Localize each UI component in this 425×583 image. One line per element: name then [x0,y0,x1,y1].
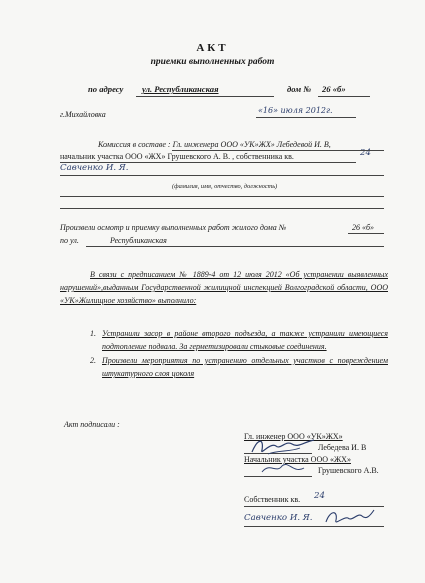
owner-signature-name: Савченко И. Я. [244,513,313,523]
blank-line-1 [60,196,384,197]
work-item-2 [90,354,388,380]
signer-1-name: Лебедева И. В [318,443,367,452]
blank-line-2 [60,208,384,209]
city: г.Михайловка [60,110,106,119]
address-street: ул. Республиканская [142,84,219,94]
document-subtitle: приемки выполненных работ [150,57,275,67]
inspection-line-1: Произвели осмотр и приемку выполненных работ жилого дома № [60,223,287,232]
owner-handwritten: Савченко И. Я. [60,163,129,173]
document-title: АКТ [196,42,229,54]
signer-1-title: Гл. инженер ООО «УК»ЖХ» [244,432,343,441]
commission-underline-1 [172,150,384,151]
date-underline [256,117,356,118]
signer-2-title: Начальник участка ООО «ЖХ» [244,455,351,464]
works-list [90,327,388,380]
work-item-2-number: 2. [90,356,96,365]
signature-2-mark [258,460,308,478]
address-label: по адресу [88,84,124,94]
owner-apartment: 24 [314,491,325,501]
house-label: дом № [287,84,312,94]
work-item-1-number: 1. [90,329,96,338]
house-number: 26 «б» [322,84,346,94]
inspection-house-number: 26 «б» [352,223,375,232]
address-underline [136,96,274,97]
commission-line-1: Комиссия в составе : Гл. инженера ООО «УК»ЖХ» Лебедевой И. В, [98,140,331,149]
inspection-house-underline [348,233,384,234]
document-date: «16» июля 2012г. [258,106,333,115]
work-item-1-text: Устранили засор в районе второго подъезда, а также устранили имеющиеся подтопление подвала. За герметизировали стыковые соединения. [102,329,388,351]
owner-signature-mark [322,506,376,528]
signatures-label: Акт подписали : [64,420,120,429]
order-paragraph: В связи с предписанием № 1889-4 от 12 июля 2012 «Об устранении выявленных нарушений»,выданным Государственной жилищной инспекцией Волгоградской области, ООО «УК»Жилищное хозяйство» выполнило: [60,270,388,305]
work-item-2-text: Произвели мероприятия по устранению отдельных участков с повреждением штукатурного слоя цоколя [102,356,388,378]
commission-apartment: 24 [360,148,371,158]
signer-2-name: Грушевского А.В. [318,466,379,475]
inspection-street-underline [86,246,384,247]
inspection-street: Республиканская [110,236,167,245]
commission-caption: (фамилия, имя, отчество, должность) [172,183,278,190]
commission-line-2: начальник участка ООО «ЖХ» Грушевского А. В. , собственника кв. [60,152,294,161]
inspection-street-prefix: по ул. [60,236,79,245]
house-underline [318,96,370,97]
work-item-1 [90,327,388,353]
owner-label: Собственник кв. [244,495,301,504]
owner-underline [60,175,384,176]
